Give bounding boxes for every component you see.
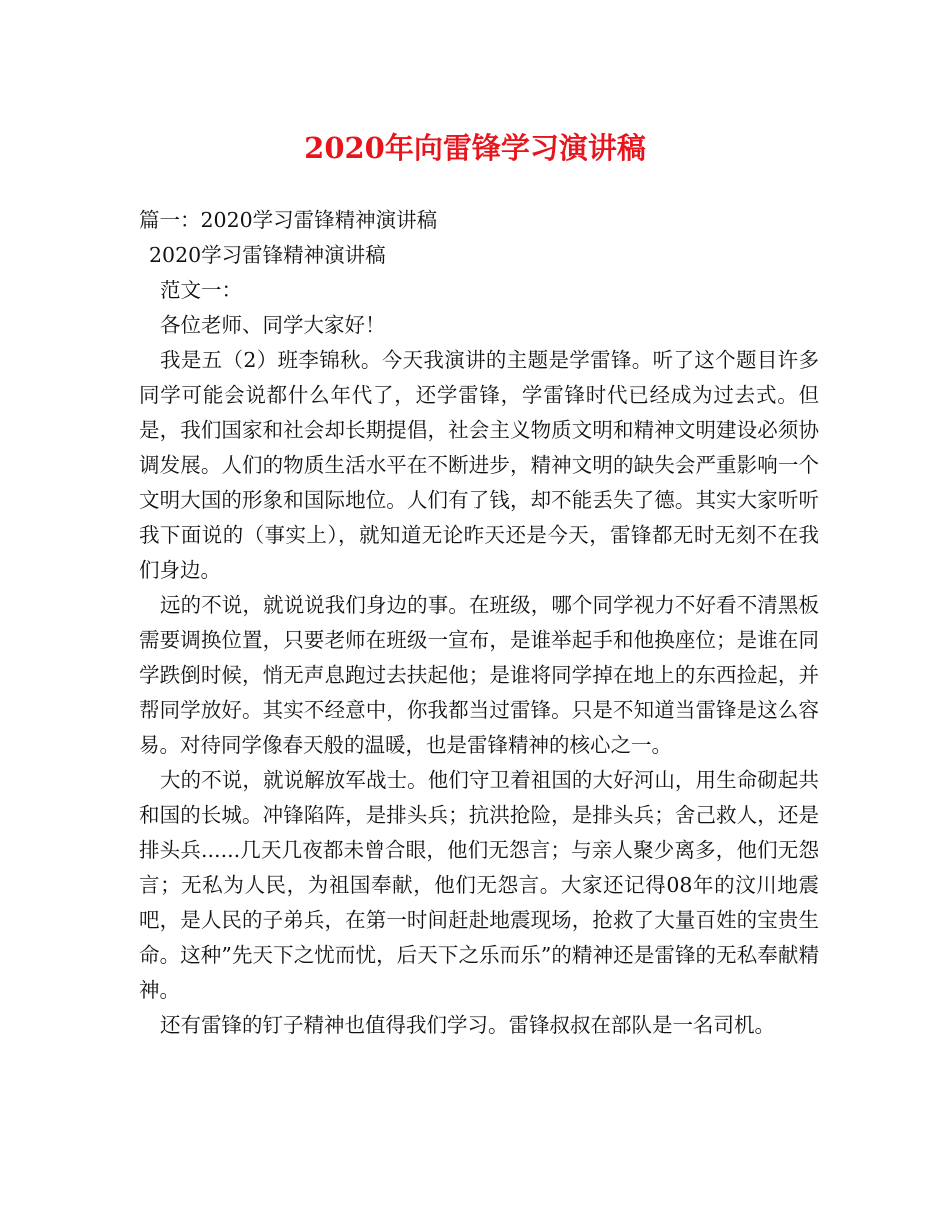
sample-label: 范文一：: [160, 278, 242, 302]
paragraph-2: 远的不说，就说说我们身边的事。在班级，哪个同学视力不好看不清黑板需要调换位置，只要老师在班级一宣布，是谁举起手和他换座位；是谁在同学跌倒时候，悄无声息跑过去扶起他；是谁将同学掉在地上的东西捡起，并帮同学放好。其实不经意中，你我都当过雷锋。只是不知道当雷锋是这么容易。对待同学像春天般的温暖，也是雷锋精神的核心之一。: [139, 593, 819, 757]
document-body: [139, 203, 819, 1043]
paragraph-4: 还有雷锋的钉子精神也值得我们学习。雷锋叔叔在部队是一名司机。: [160, 1013, 775, 1037]
paragraph-1: 我是五（2）班李锦秋。今天我演讲的主题是学雷锋。听了这个题目许多同学可能会说都什么年代了，还学雷锋，学雷锋时代已经成为过去式。但是，我们国家和社会却长期提倡，社会主义物质文明和精神文明建设必须协调发展。人们的物质生活水平在不断进步，精神文明的缺失会严重影响一个文明大国的形象和国际地位。人们有了钱，却不能丢失了德。其实大家听听我下面说的（事实上），就知道无论昨天还是今天，雷锋都无时无刻不在我们身边。: [139, 348, 819, 582]
section-heading: 篇一：2020学习雷锋精神演讲稿: [139, 208, 438, 232]
paragraph-3: 大的不说，就说解放军战士。他们守卫着祖国的大好河山，用生命砌起共和国的长城。冲锋陷阵，是排头兵；抗洪抢险，是排头兵；舍己救人，还是排头兵......几天几夜都未曾合眼，他们无怨言；与亲人聚少离多，他们无怨言；无私为人民，为祖国奉献，他们无怨言。大家还记得08年的汶川地震吧，是人民的子弟兵，在第一时间赶赴地震现场，抢救了大量百姓的宝贵生命。这种”先天下之忧而忧，后天下之乐而乐”的精神还是雷锋的无私奉献精神。: [139, 768, 819, 1002]
sub-heading: 2020学习雷锋精神演讲稿: [149, 243, 386, 267]
document-title: 2020年向雷锋学习演讲稿: [304, 131, 646, 165]
greeting: 各位老师、同学大家好！: [160, 313, 386, 337]
